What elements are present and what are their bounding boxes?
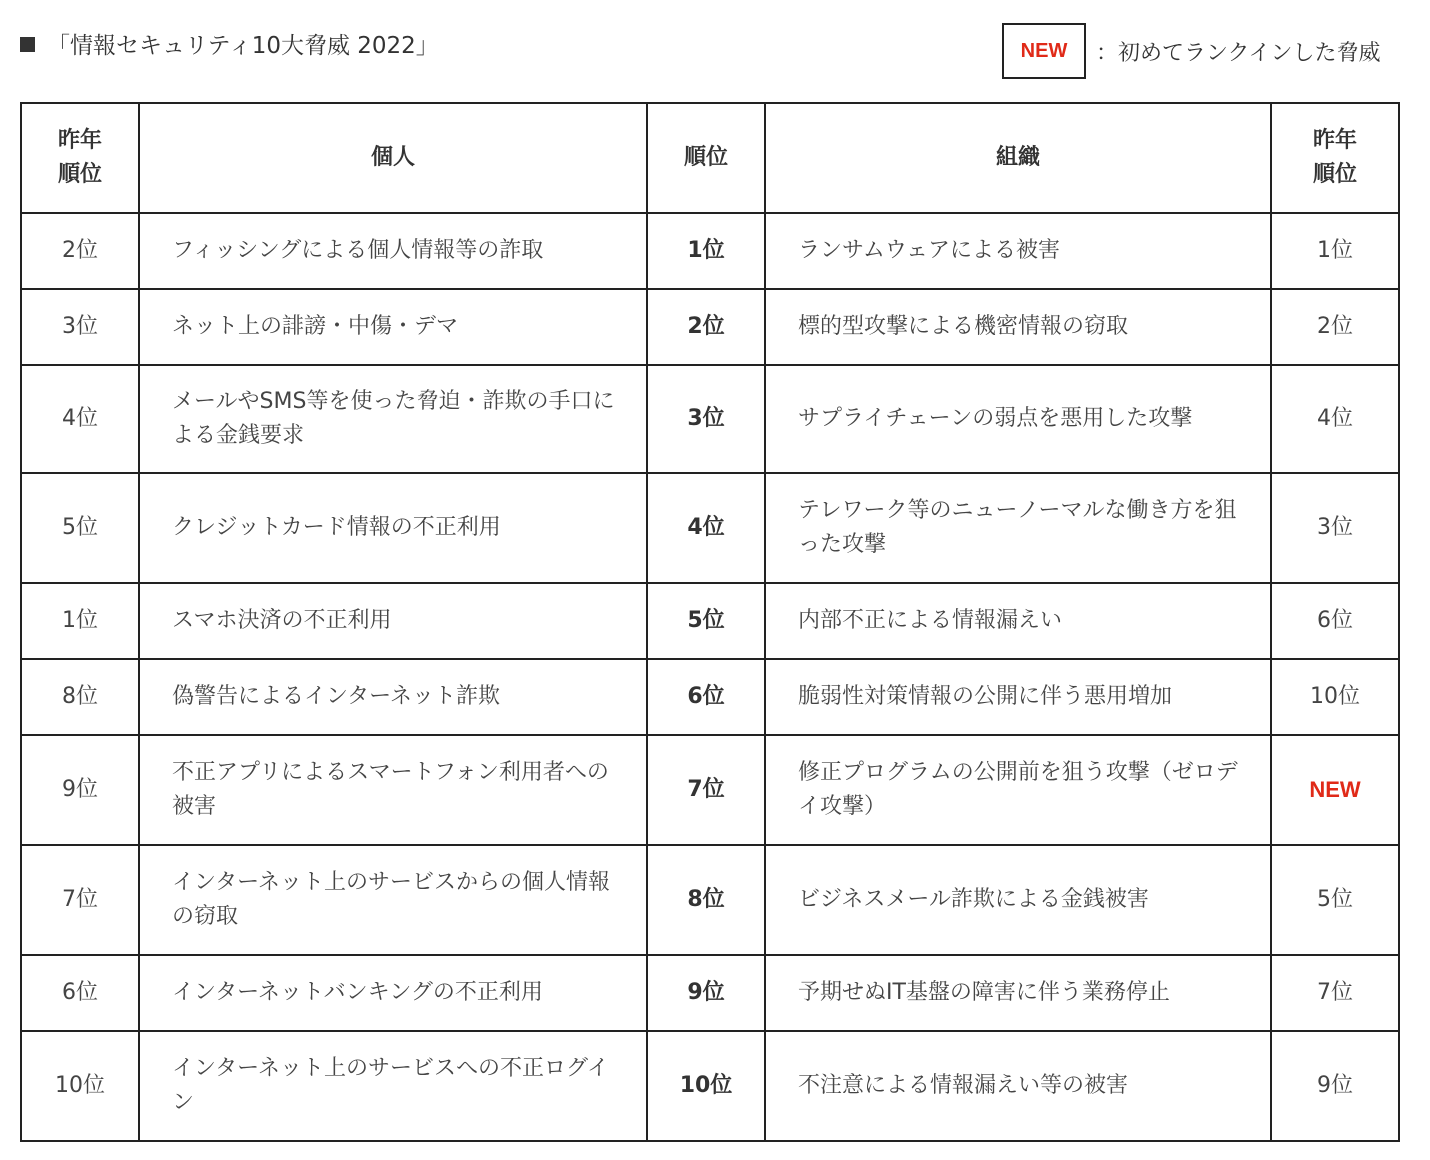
table-row — [21, 473, 1399, 583]
table-row — [21, 735, 1399, 845]
table-header-row — [21, 103, 1399, 213]
personal-prev-rank: 3位 — [21, 289, 139, 365]
organization-threat: テレワーク等のニューノーマルな働き方を狙った攻撃 — [765, 473, 1271, 583]
table-row — [21, 955, 1399, 1031]
legend-text: ：初めてランクインした脅威 — [1096, 40, 1381, 66]
personal-threat: クレジットカード情報の不正利用 — [139, 473, 647, 583]
organization-prev-rank: 9位 — [1271, 1031, 1399, 1141]
organization-prev-rank-new-badge: NEW — [1271, 735, 1399, 845]
threat-ranking-table — [20, 102, 1400, 1142]
personal-threat: 偽警告によるインターネット詐欺 — [139, 659, 647, 735]
organization-threat: 修正プログラムの公開前を狙う攻撃（ゼロデイ攻撃） — [765, 735, 1271, 845]
organization-prev-rank: 3位 — [1271, 473, 1399, 583]
personal-prev-rank: 7位 — [21, 845, 139, 955]
personal-threat: 不正アプリによるスマートフォン利用者への被害 — [139, 735, 647, 845]
organization-threat: ランサムウェアによる被害 — [765, 213, 1271, 289]
rank: 10位 — [647, 1031, 765, 1141]
rank: 2位 — [647, 289, 765, 365]
header-personal: 個人 — [139, 103, 647, 213]
header-rank: 順位 — [647, 103, 765, 213]
header-prev-rank-personal: 昨年 順位 — [21, 103, 139, 213]
organization-prev-rank: 1位 — [1271, 213, 1399, 289]
organization-prev-rank: 2位 — [1271, 289, 1399, 365]
table-row — [21, 213, 1399, 289]
personal-prev-rank: 8位 — [21, 659, 139, 735]
organization-threat: 予期せぬIT基盤の障害に伴う業務停止 — [765, 955, 1271, 1031]
organization-prev-rank: 5位 — [1271, 845, 1399, 955]
rank: 5位 — [647, 583, 765, 659]
square-bullet-icon — [20, 37, 35, 52]
organization-prev-rank: 4位 — [1271, 365, 1399, 473]
personal-threat: インターネット上のサービスへの不正ログイン — [139, 1031, 647, 1141]
page-title-text: 「情報セキュリティ10大脅威 2022」 — [47, 33, 439, 59]
personal-prev-rank: 6位 — [21, 955, 139, 1031]
legend — [1002, 23, 1380, 79]
personal-threat: インターネットバンキングの不正利用 — [139, 955, 647, 1031]
header-prev-rank-organization: 昨年 順位 — [1271, 103, 1399, 213]
organization-threat: 脆弱性対策情報の公開に伴う悪用増加 — [765, 659, 1271, 735]
organization-prev-rank: 10位 — [1271, 659, 1399, 735]
table-row — [21, 289, 1399, 365]
personal-prev-rank: 2位 — [21, 213, 139, 289]
table-row — [21, 1031, 1399, 1141]
table-row — [21, 365, 1399, 473]
rank: 8位 — [647, 845, 765, 955]
organization-prev-rank: 7位 — [1271, 955, 1399, 1031]
organization-prev-rank: 6位 — [1271, 583, 1399, 659]
personal-threat: インターネット上のサービスからの個人情報の窃取 — [139, 845, 647, 955]
personal-prev-rank: 1位 — [21, 583, 139, 659]
organization-threat: 不注意による情報漏えい等の被害 — [765, 1031, 1271, 1141]
rank: 4位 — [647, 473, 765, 583]
personal-prev-rank: 5位 — [21, 473, 139, 583]
rank: 6位 — [647, 659, 765, 735]
page-title — [20, 30, 439, 62]
personal-threat: スマホ決済の不正利用 — [139, 583, 647, 659]
personal-threat: ネット上の誹謗・中傷・デマ — [139, 289, 647, 365]
rank: 3位 — [647, 365, 765, 473]
organization-threat: 標的型攻撃による機密情報の窃取 — [765, 289, 1271, 365]
personal-prev-rank: 10位 — [21, 1031, 139, 1141]
organization-threat: ビジネスメール詐欺による金銭被害 — [765, 845, 1271, 955]
header-organization: 組織 — [765, 103, 1271, 213]
personal-prev-rank: 9位 — [21, 735, 139, 845]
personal-prev-rank: 4位 — [21, 365, 139, 473]
rank: 9位 — [647, 955, 765, 1031]
personal-threat: フィッシングによる個人情報等の詐取 — [139, 213, 647, 289]
table-row — [21, 583, 1399, 659]
organization-threat: 内部不正による情報漏えい — [765, 583, 1271, 659]
new-badge: NEW — [1002, 23, 1086, 79]
organization-threat: サプライチェーンの弱点を悪用した攻撃 — [765, 365, 1271, 473]
personal-threat: メールやSMS等を使った脅迫・詐欺の手口による金銭要求 — [139, 365, 647, 473]
table-row — [21, 659, 1399, 735]
rank: 1位 — [647, 213, 765, 289]
rank: 7位 — [647, 735, 765, 845]
table-row — [21, 845, 1399, 955]
